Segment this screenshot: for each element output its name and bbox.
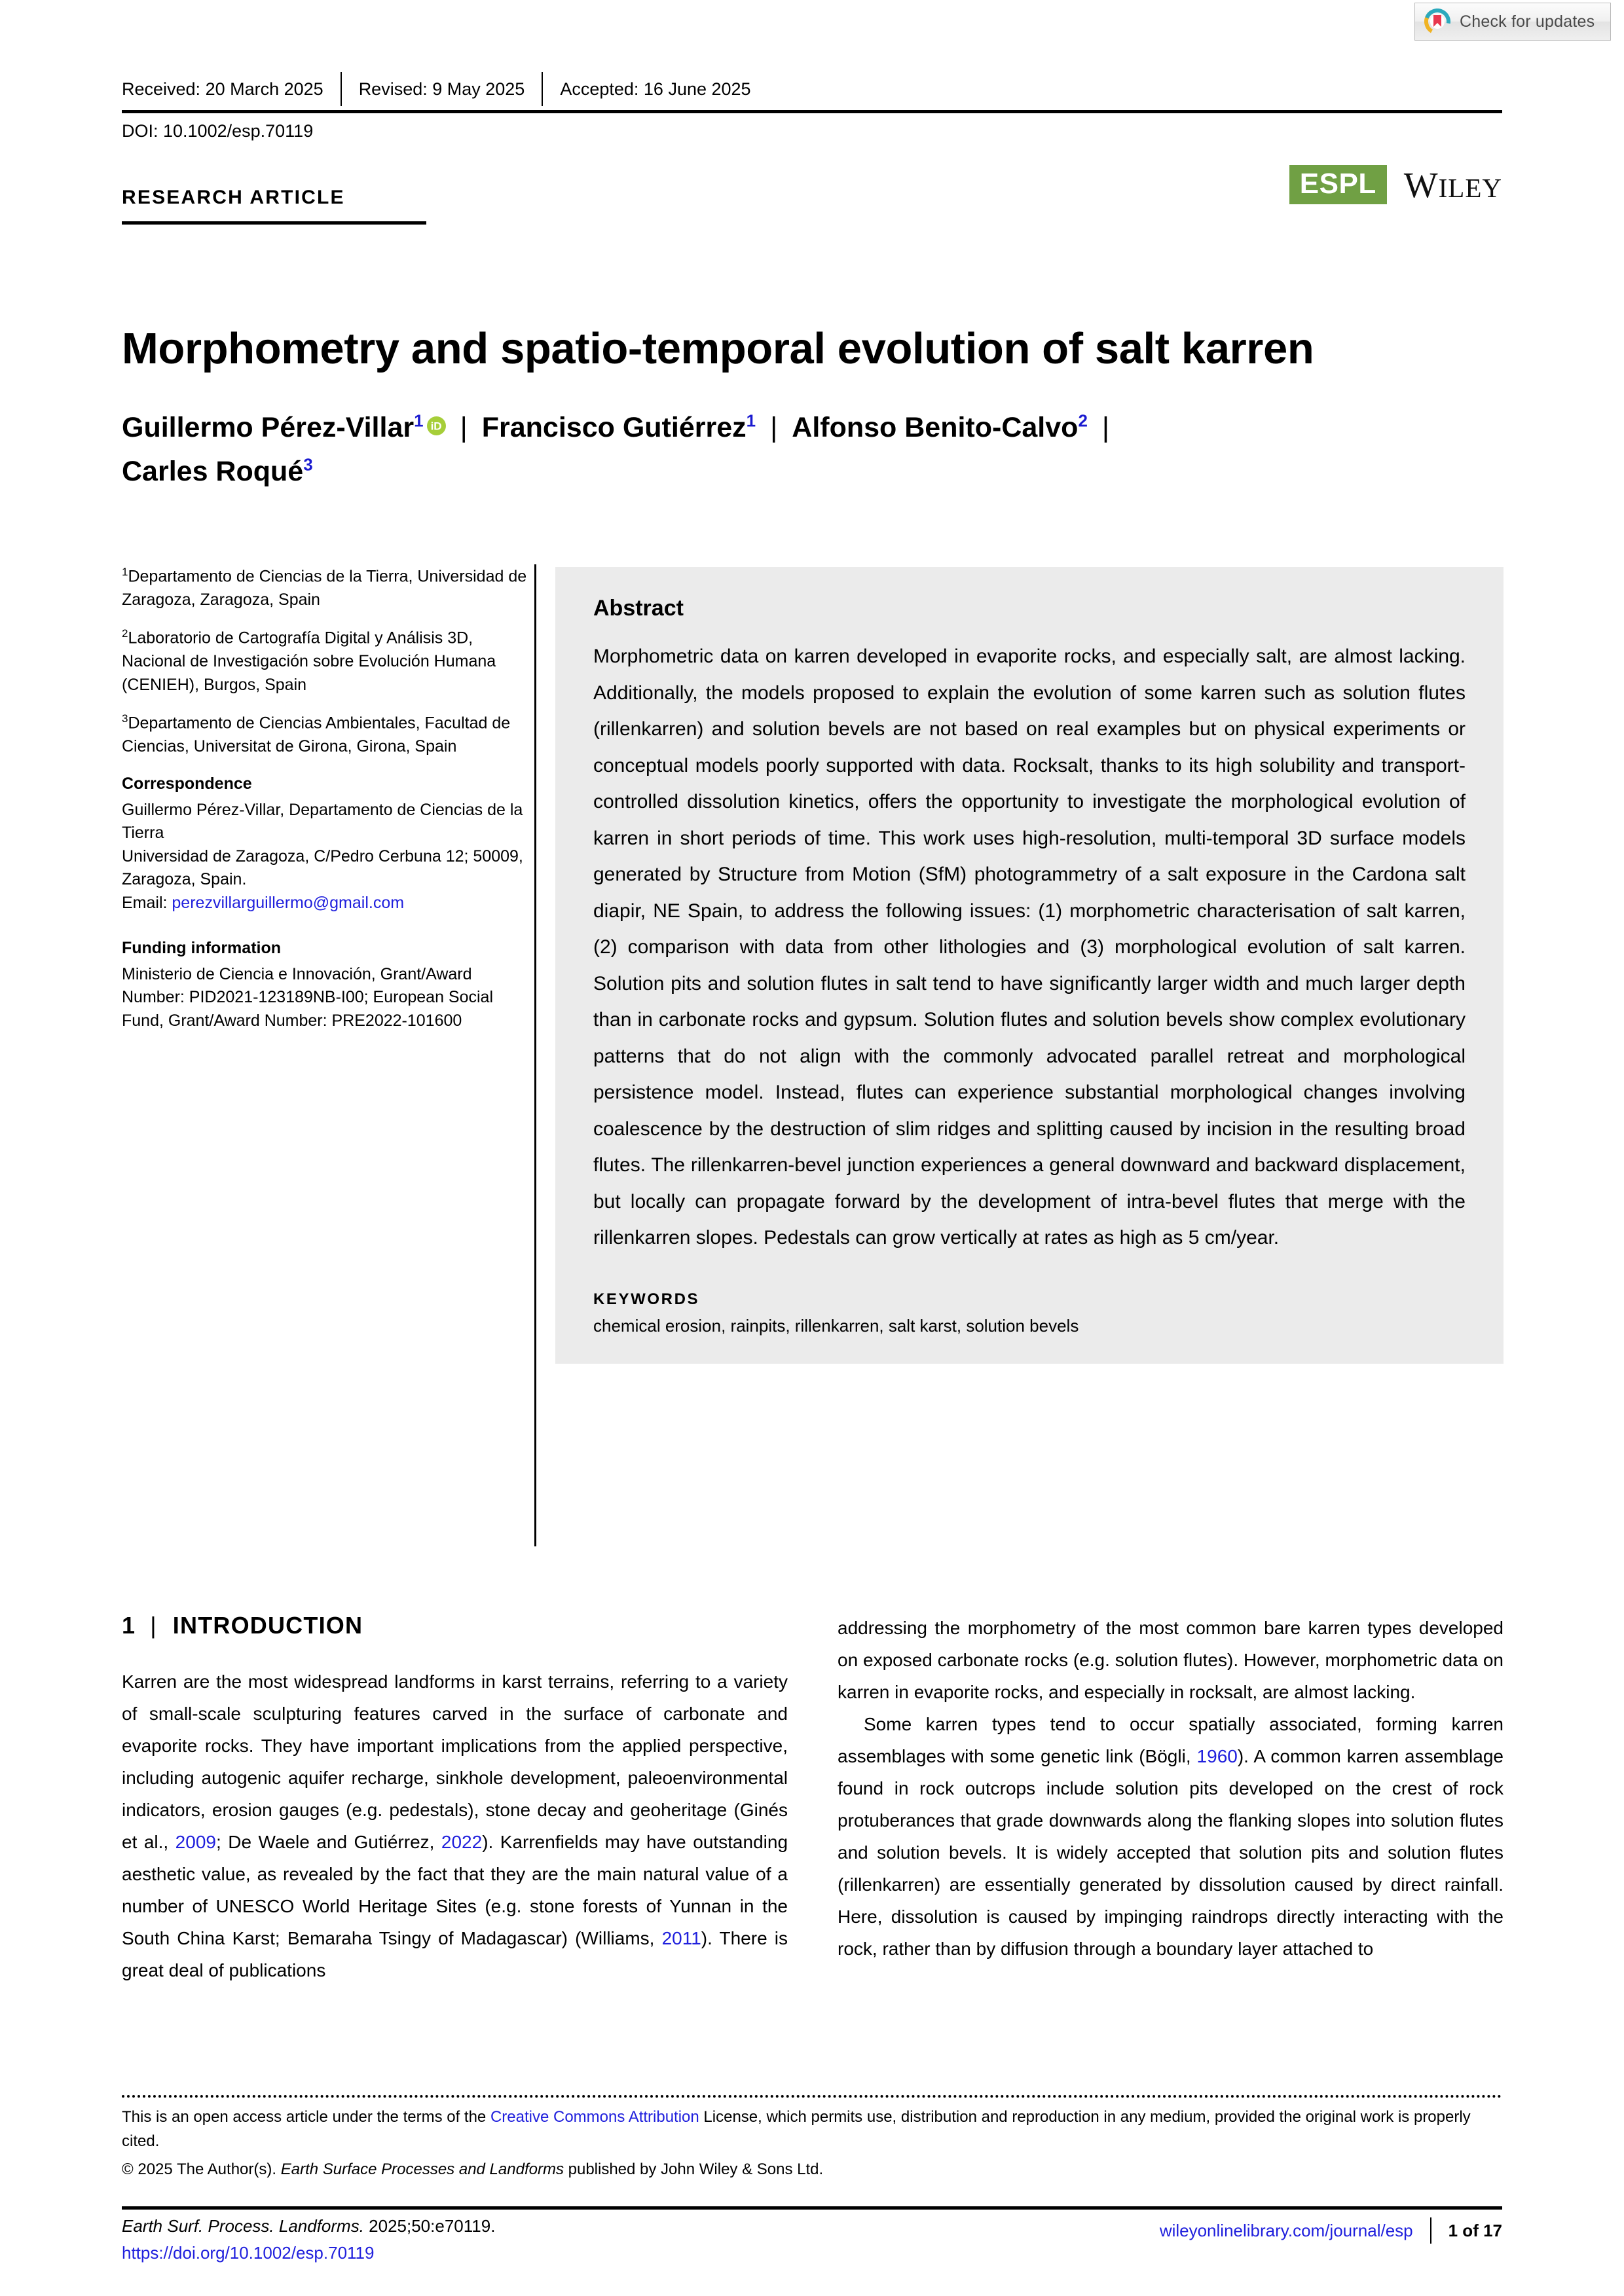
page-number: 1 of 17	[1448, 2220, 1502, 2240]
affiliation-marker: 3	[122, 712, 128, 725]
copyright-text: published by John Wiley & Sons Ltd.	[563, 2160, 824, 2179]
revised-date: Revised: 9 May 2025	[358, 79, 525, 99]
article-type-label: RESEARCH ARTICLE	[122, 187, 345, 208]
date-divider	[341, 72, 342, 106]
body-paragraph	[838, 1708, 1504, 1965]
correspondence-block	[122, 773, 528, 915]
metadata-sidebar	[122, 564, 528, 1055]
affiliation-marker: 1	[122, 566, 128, 578]
journal-logos	[1289, 165, 1502, 204]
keywords-text: chemical erosion, rainpits, rillenkarren, salt karst, solution bevels	[593, 1315, 1079, 1336]
author-separator: |	[770, 412, 778, 443]
author-name: Carles Roqué	[122, 455, 304, 487]
author-separator: |	[1101, 412, 1110, 443]
paragraph-text: ). A common karren assemblage found in rock outcrops include solution pits developed on the crest of rock protuberances that grade downwards along the flanking slopes into solution flutes and solution bevels. It is widely accepted that solution pits and solution flutes (rillenkarren) are essentially generated by dissolution caused by direct rainfall. Here, dissolution is caused by impinging raindrops directly interacting with the rock, rather than by diffusion through a boundary layer attached to	[838, 1746, 1504, 1959]
affiliation-text: Departamento de Ciencias Ambientales, Facultad de Ciencias, Universitat de Girona, Girona, Spain	[122, 714, 511, 756]
author-name: Guillermo Pérez-Villar	[122, 412, 415, 443]
check-for-updates-label: Check for updates	[1460, 12, 1595, 31]
date-divider	[542, 72, 543, 106]
citation-link-2011[interactable]: 2011	[661, 1928, 701, 1948]
section-heading	[122, 1612, 788, 1639]
body-columns	[122, 1612, 1504, 1986]
affiliation-item	[122, 564, 528, 611]
footer-row	[122, 2216, 1502, 2263]
footnote-divider	[122, 2095, 1502, 2098]
paragraph-text: ; De Waele and Gutiérrez,	[215, 1832, 441, 1852]
paragraph-text: ). There is great deal of publications	[122, 1928, 788, 1980]
affiliation-item	[122, 626, 528, 697]
body-column-right	[838, 1612, 1504, 1986]
copyright-line	[122, 2157, 1502, 2181]
page-title: Morphometry and spatio-temporal evolution of salt karren	[122, 323, 1314, 373]
espl-logo: ESPL	[1289, 165, 1387, 204]
paragraph-text: Karren are the most widespread landforms in karst terrains, referring to a variety of small-scale sculpturing features carved in the surface of carbonate and evaporite rocks. They have important implications from the applied perspective, including autogenic aquifer recharge, sinkhole development, paleoenvironmental indicators, erosion gauges (e.g. pedestals), stone decay and geoheritage (Ginés et al.,	[122, 1671, 788, 1852]
section-number: 1	[122, 1612, 136, 1639]
correspondence-heading: Correspondence	[122, 774, 252, 793]
author-name: Francisco Gutiérrez	[481, 412, 747, 443]
header-rule	[122, 110, 1502, 113]
article-type-underline	[122, 221, 426, 225]
crossmark-icon	[1424, 9, 1450, 35]
affiliation-text: Departamento de Ciencias de la Tierra, Universidad de Zaragoza, Zaragoza, Spain	[122, 567, 527, 609]
correspondence-email-line	[122, 892, 528, 915]
citation-journal: Earth Surf. Process. Landforms.	[122, 2216, 364, 2236]
author-name: Alfonso Benito-Calvo	[792, 412, 1079, 443]
accepted-date: Accepted: 16 June 2025	[560, 79, 751, 99]
author-list	[122, 406, 1464, 493]
keywords-label: KEYWORDS	[593, 1290, 700, 1308]
sidebar-divider	[534, 564, 536, 1546]
citation-rest: 2025;50:e70119.	[363, 2216, 496, 2236]
abstract-heading: Abstract	[593, 596, 684, 621]
author-affiliation-marker: 1	[746, 410, 756, 431]
license-footnote	[122, 2105, 1502, 2186]
license-text: This is an open access article under the terms of the	[122, 2108, 490, 2126]
funding-text: Ministerio de Ciencia e Innovación, Grant/Award Number: PID2021-123189NB-I00; European Social Fund, Grant/Award Number: PRE2022-101600	[122, 964, 494, 1030]
footer-meta	[1160, 2217, 1502, 2244]
author-affiliation-marker: 2	[1078, 410, 1088, 431]
citation-line	[122, 2216, 495, 2236]
wiley-logo-rest: ILEY	[1438, 172, 1502, 203]
abstract-box	[555, 567, 1504, 1364]
page-footer	[122, 2216, 1502, 2263]
journal-name-italic: Earth Surface Processes and Landforms	[280, 2160, 564, 2179]
doi-url-link[interactable]: https://doi.org/10.1002/esp.70119	[122, 2243, 375, 2263]
funding-block	[122, 937, 528, 1032]
correspondence-line: Guillermo Pérez-Villar, Departamento de Ciencias de la Tierra	[122, 800, 523, 843]
license-text: License, which permits use, distribution and reproduction in any medium, provided the original work is properly cited.	[122, 2108, 1471, 2151]
affiliation-text: Laboratorio de Cartografía Digital y Análisis 3D, Nacional de Investigación sobre Evolución Humana (CENIEH), Burgos, Spain	[122, 629, 496, 694]
section-title: INTRODUCTION	[172, 1612, 363, 1639]
wiley-logo	[1403, 164, 1502, 205]
doi-line: DOI: 10.1002/esp.70119	[122, 121, 314, 141]
paragraph-text: ). Karrenfields may have outstanding aesthetic value, as revealed by the fact that they are the main natural value of a number of UNESCO World Heritage Sites (e.g. stone forests of Yunnan in the South China Karst; Bemaraha Tsingy of Madagascar) (Williams,	[122, 1832, 788, 1948]
body-column-left	[122, 1612, 788, 1986]
copyright-text: © 2025 The Author(s).	[122, 2160, 281, 2179]
footer-rule	[122, 2206, 1502, 2210]
body-paragraph: addressing the morphometry of the most common bare karren types developed on exposed carbonate rocks (e.g. solution flutes). However, morphometric data on karren in evaporite rocks, and especially in rocksalt, are almost lacking.	[838, 1618, 1504, 1702]
footer-divider	[1430, 2217, 1431, 2244]
footer-citation	[122, 2216, 495, 2263]
paragraph-text: Some karren types tend to occur spatially associated, forming karren assemblages with some genetic link (Bögli,	[838, 1714, 1504, 1766]
affiliation-marker: 2	[122, 627, 128, 640]
email-label: Email:	[122, 893, 172, 912]
received-date: Received: 20 March 2025	[122, 79, 323, 99]
funding-heading: Funding information	[122, 939, 282, 958]
body-paragraph	[122, 1666, 788, 1986]
orcid-icon[interactable]	[427, 416, 446, 435]
license-line	[122, 2105, 1502, 2153]
affiliation-item	[122, 711, 528, 758]
citation-link-2009[interactable]: 2009	[175, 1832, 216, 1852]
correspondence-line: Universidad de Zaragoza, C/Pedro Cerbuna 12; 50009, Zaragoza, Spain.	[122, 847, 523, 889]
check-for-updates-badge[interactable]	[1414, 3, 1611, 41]
section-pipe: |	[150, 1612, 157, 1639]
journal-url-link[interactable]: wileyonlinelibrary.com/journal/esp	[1159, 2220, 1413, 2240]
author-affiliation-marker: 1	[414, 410, 424, 431]
author-affiliation-marker: 3	[303, 454, 313, 475]
publication-dates	[122, 72, 1502, 106]
email-link[interactable]: perezvillarguillermo@gmail.com	[172, 893, 405, 912]
citation-link-2022[interactable]: 2022	[441, 1832, 483, 1852]
wiley-logo-initial: W	[1403, 164, 1439, 205]
citation-link-1960[interactable]: 1960	[1196, 1746, 1238, 1766]
abstract-text: Morphometric data on karren developed in evaporite rocks, and especially salt, are almost lacking. Additionally, the models proposed to explain the evolution of some karren such as solution flutes (rillenkarren) and solution bevels are not based on real examples but on physical experiments or conceptual models poorly supported with data. Rocksalt, thanks to its high solubility and transport-controlled dissolution kinetics, offers the opportunity to investigate the morphological evolution of karren in short periods of time. This work uses high-resolution, multi-temporal 3D surface models generated by Structure from Motion (SfM) photogrammetry of a salt exposure in the Cardona salt diapir, NE Spain, to address the following issues: (1) morphometric characterisation of salt karren, (2) comparison with data from other lithologies and (3) morphological evolution of salt karren. Solution pits and solution flutes in salt tend to have significantly larger width and much larger depth than in carbonate rocks and gypsum. Solution flutes and solution bevels show complex evolutionary patterns that do not align with the commonly advocated parallel retreat and morphological persistence model. Instead, flutes can experience substantial morphological changes involving coalescence by the destruction of slim ridges and splitting caused by incision in the resulting broad flutes. The rillenkarren-bevel junction experiences a general downward and backward displacement, but locally can propagate forward by the development of intra-bevel flutes that merge with the rillenkarren slopes. Pedestals can grow vertically at rates as high as 5 cm/year.	[593, 646, 1466, 1248]
author-separator: |	[460, 412, 468, 443]
creative-commons-link[interactable]: Creative Commons Attribution	[490, 2108, 699, 2126]
